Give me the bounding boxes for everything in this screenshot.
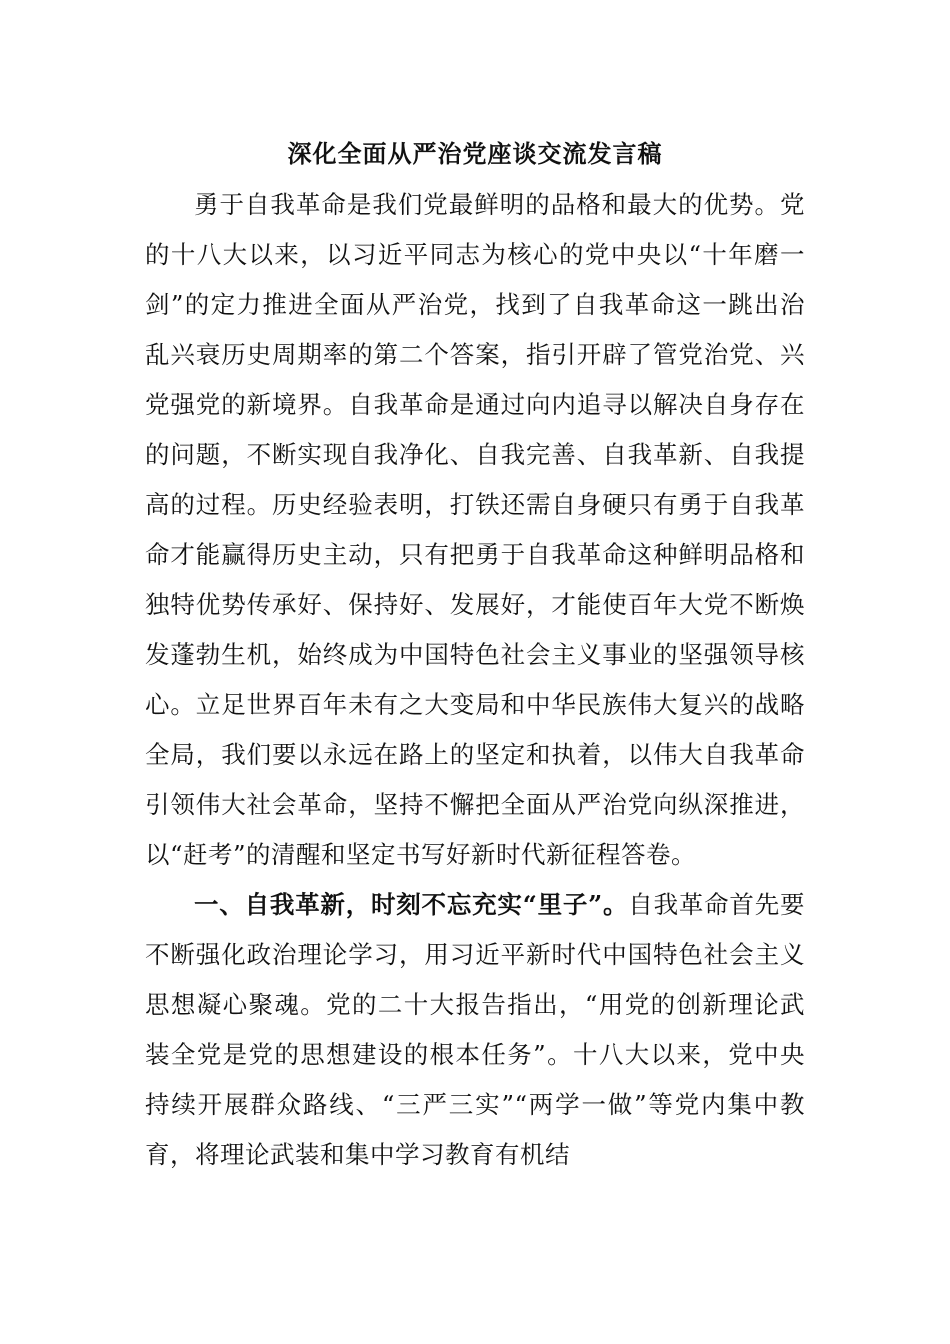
section-one-paragraph [145, 880, 805, 1180]
intro-paragraph [145, 180, 805, 880]
intro-paragraph-text: 勇于自我革命是我们党最鲜明的品格和最大的优势。党的十八大以来，以习近平同志为核心的党中央以“十年磨一剑”的定力推进全面从严治党，找到了自我革命这一跳出治乱兴衰历史周期率的第二个答案，指引开辟了管党治党、兴党强党的新境界。自我革命是通过向内追寻以解决自身存在的问题，不断实现自我净化、自我完善、自我革新、自我提高的过程。历史经验表明，打铁还需自身硬只有勇于自我革命才能赢得历史主动，只有把勇于自我革命这种鲜明品格和独特优势传承好、保持好、发展好，才能使百年大党不断焕发蓬勃生机，始终成为中国特色社会主义事业的坚强领导核心。立足世界百年未有之大变局和中华民族伟大复兴的战略全局，我们要以永远在路上的坚定和执着，以伟大自我革命引领伟大社会革命，坚持不懈把全面从严治党向纵深推进，以“赶考”的清醒和坚定书写好新时代新征程答卷。 [145, 190, 805, 869]
document-title: 深化全面从严治党座谈交流发言稿 [287, 139, 663, 168]
section-one-heading: 一、自我革新，时刻不忘充实“里子”。 [194, 890, 629, 919]
document-body [145, 180, 805, 1180]
section-one-text: 自我革命首先要不断强化政治理论学习，用习近平新时代中国特色社会主义思想凝心聚魂。党的二十大报告指出，“用党的创新理论武装全党是党的思想建设的根本任务”。十八大以来，党中央持续开展群众路线、“三严三实”“两学一做”等党内集中教育，将理论武装和集中学习教育有机结 [145, 890, 805, 1169]
